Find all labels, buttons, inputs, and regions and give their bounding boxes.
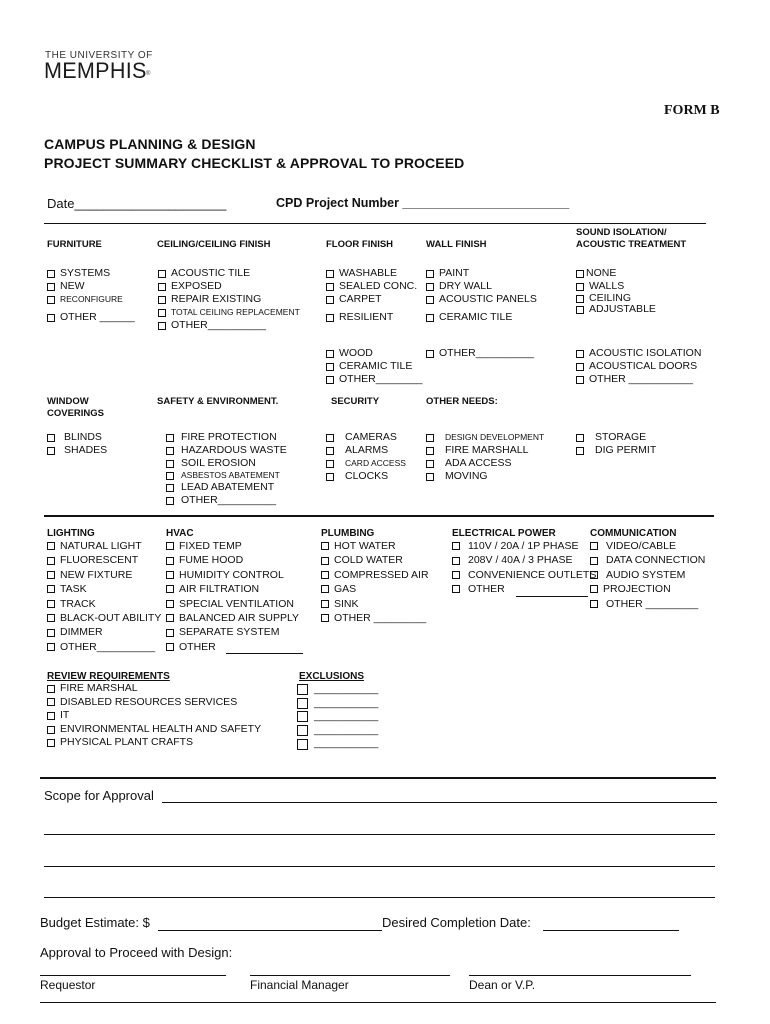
checkbox[interactable] xyxy=(47,643,55,651)
checkbox-item[interactable]: OTHER__________ xyxy=(166,494,287,507)
header-electrical: ELECTRICAL POWER xyxy=(452,528,556,539)
checkbox-item[interactable]: FIRE MARSHAL xyxy=(47,682,261,696)
review-options xyxy=(47,682,261,750)
checkbox-item[interactable]: ALARMS xyxy=(326,444,406,457)
checkbox-item[interactable]: GAS xyxy=(321,582,429,596)
form-subtitle: PROJECT SUMMARY CHECKLIST & APPROVAL TO PROCEED xyxy=(44,155,465,171)
checkbox-item[interactable]: OTHER ___________ xyxy=(576,373,701,386)
checkbox[interactable] xyxy=(576,434,584,442)
checkbox-item[interactable]: CERAMIC TILE xyxy=(426,311,537,324)
checkbox[interactable] xyxy=(297,684,308,695)
checkbox[interactable] xyxy=(47,434,55,442)
header-ceiling: CEILING/CEILING FINISH xyxy=(157,239,271,250)
checkbox[interactable] xyxy=(47,296,55,304)
checkbox[interactable] xyxy=(158,296,166,304)
checkbox-item[interactable]: WALLS xyxy=(576,280,656,293)
header-other-needs: OTHER NEEDS: xyxy=(426,396,498,407)
exclusion-item[interactable]: ___________ xyxy=(297,737,378,751)
checkbox-item[interactable]: TRACK xyxy=(47,597,161,611)
logo-memphis-text: MEMPHIS xyxy=(44,58,147,83)
checkbox[interactable] xyxy=(166,472,174,480)
checkbox-item[interactable]: CARD ACCESS xyxy=(326,457,406,470)
checkbox[interactable] xyxy=(326,283,334,291)
checkbox-item[interactable]: ADJUSTABLE xyxy=(576,304,656,315)
checkbox[interactable] xyxy=(576,295,584,303)
checkbox-item[interactable]: CEILING xyxy=(576,293,656,304)
checkbox[interactable] xyxy=(576,363,584,371)
header-floor: FLOOR FINISH xyxy=(326,239,394,250)
checkbox[interactable] xyxy=(426,460,434,468)
header-safety: SAFETY & ENVIRONMENT. xyxy=(157,396,279,407)
checkbox[interactable] xyxy=(326,434,334,442)
other-needs-options xyxy=(426,431,544,483)
checkbox-item[interactable]: REPAIR EXISTING xyxy=(158,293,300,306)
checkbox[interactable] xyxy=(166,557,174,565)
header-lighting: LIGHTING xyxy=(47,528,95,539)
checkbox-item[interactable]: HOT WATER xyxy=(321,539,429,553)
checkbox[interactable] xyxy=(158,309,166,317)
checkbox-item[interactable]: RESILIENT xyxy=(326,311,417,324)
checkbox-item[interactable]: CLOCKS xyxy=(326,470,406,483)
checkbox[interactable] xyxy=(158,283,166,291)
header-communication: COMMUNICATION xyxy=(590,528,677,539)
checkbox[interactable] xyxy=(426,270,434,278)
checkbox[interactable] xyxy=(326,460,334,468)
checkbox-item[interactable]: IT xyxy=(47,709,261,723)
checkbox[interactable] xyxy=(326,473,334,481)
checkbox-item[interactable]: ADA ACCESS xyxy=(426,457,544,470)
header-sound-isolation: SOUND ISOLATION/ xyxy=(576,227,667,238)
floor-options xyxy=(326,267,417,324)
checkbox[interactable] xyxy=(590,600,598,608)
checkbox[interactable] xyxy=(297,739,308,750)
checkbox[interactable] xyxy=(166,585,174,593)
header-security: SECURITY xyxy=(331,396,380,407)
divider xyxy=(44,223,706,224)
checkbox-item[interactable]: DRY WALL xyxy=(426,280,537,293)
checkbox-item[interactable]: AIR FILTRATION xyxy=(166,582,299,596)
checkbox[interactable] xyxy=(576,350,584,358)
checkbox-item[interactable]: HAZARDOUS WASTE xyxy=(166,444,287,457)
checkbox-item[interactable]: PAINT xyxy=(426,267,537,280)
electrical-options xyxy=(452,539,596,597)
checkbox-item[interactable]: SOIL EROSION xyxy=(166,457,287,470)
checkbox[interactable] xyxy=(590,542,598,550)
approval-label: Approval to Proceed with Design: xyxy=(40,945,233,960)
checkbox-item[interactable]: ACOUSTIC PANELS xyxy=(426,293,537,306)
checkbox[interactable] xyxy=(166,447,174,455)
hvac-options xyxy=(166,539,299,654)
checkbox-item[interactable]: WOOD xyxy=(326,347,422,360)
checkbox[interactable] xyxy=(47,314,55,322)
checkbox[interactable] xyxy=(47,726,55,734)
checkbox-item[interactable]: EXPOSED xyxy=(158,280,300,293)
divider xyxy=(40,777,716,779)
window-options xyxy=(47,431,107,457)
checkbox[interactable] xyxy=(47,270,55,278)
checkbox-item[interactable]: CAMERAS xyxy=(326,431,406,444)
scope-label: Scope for Approval xyxy=(44,788,154,803)
checkbox-item[interactable]: PROJECTION xyxy=(590,582,705,596)
checkbox[interactable] xyxy=(166,434,174,442)
checkbox[interactable] xyxy=(426,314,434,322)
checkbox[interactable] xyxy=(321,557,329,565)
header-hvac: HVAC xyxy=(166,528,194,539)
other-needs-options-more xyxy=(576,431,656,457)
dean-label: Dean or V.P. xyxy=(469,978,536,992)
divider xyxy=(44,515,714,517)
checkbox-item[interactable]: ASBESTOS ABATEMENT xyxy=(166,470,287,481)
checkbox-item[interactable]: NONE xyxy=(576,267,656,280)
logo-university-text: THE UNIVERSITY OF xyxy=(45,50,153,61)
header-acoustic-treatment: ACOUSTIC TREATMENT xyxy=(576,239,687,250)
checkbox-item[interactable]: OTHER__________ xyxy=(426,347,534,360)
checkbox[interactable] xyxy=(326,376,334,384)
checkbox-item[interactable]: STORAGE xyxy=(576,431,656,444)
checkbox[interactable] xyxy=(426,473,434,481)
form-title: CAMPUS PLANNING & DESIGN xyxy=(44,136,256,152)
checkbox[interactable] xyxy=(321,600,329,608)
date-field[interactable]: _____________________ xyxy=(74,196,227,211)
checkbox-item[interactable]: OTHER__________ xyxy=(158,319,300,332)
checkbox-item[interactable]: FIRE PROTECTION xyxy=(166,431,287,444)
checkbox-item[interactable]: BLACK-OUT ABILITY xyxy=(47,611,161,625)
checkbox[interactable] xyxy=(47,571,55,579)
checkbox[interactable] xyxy=(166,571,174,579)
checkbox[interactable] xyxy=(326,363,334,371)
checkbox[interactable] xyxy=(426,283,434,291)
dean-signature-line[interactable] xyxy=(469,975,691,976)
form-id: FORM B xyxy=(664,103,720,118)
checkbox[interactable] xyxy=(47,600,55,608)
checkbox[interactable] xyxy=(426,434,434,442)
checkbox-item[interactable]: ENVIRONMENTAL HEALTH AND SAFETY xyxy=(47,723,261,737)
header-wall: WALL FINISH xyxy=(426,239,487,250)
header-coverings: COVERINGS xyxy=(47,408,105,419)
checkbox-item[interactable]: COMPRESSED AIR xyxy=(321,568,429,582)
checkbox-item[interactable]: ACOUSTIC ISOLATION xyxy=(576,347,701,360)
checkbox-item[interactable]: HUMIDITY CONTROL xyxy=(166,568,299,582)
checkbox-item[interactable]: RECONFIGURE xyxy=(47,293,135,306)
wall-options-more xyxy=(426,347,534,360)
checkbox[interactable] xyxy=(326,350,334,358)
checkbox-item[interactable]: BLINDS xyxy=(47,431,107,444)
checkbox-item[interactable]: BALANCED AIR SUPPLY xyxy=(166,611,299,625)
sound-options-more xyxy=(576,347,701,386)
electrical-other-line[interactable] xyxy=(516,596,588,597)
checkbox-item[interactable]: PHYSICAL PLANT CRAFTS xyxy=(47,736,261,750)
checkbox-item[interactable]: AUDIO SYSTEM xyxy=(590,568,705,582)
scope-line[interactable] xyxy=(44,897,715,898)
checkbox[interactable] xyxy=(158,270,166,278)
checkbox[interactable] xyxy=(47,283,55,291)
checkbox-item[interactable]: NEW FIXTURE xyxy=(47,568,161,582)
checkbox-item[interactable]: VIDEO/CABLE xyxy=(590,539,705,553)
checkbox[interactable] xyxy=(426,350,434,358)
hvac-other-line[interactable] xyxy=(226,653,303,654)
checkbox[interactable] xyxy=(47,614,55,622)
checkbox-item[interactable]: TOTAL CEILING REPLACEMENT xyxy=(158,306,300,319)
checkbox[interactable] xyxy=(47,542,55,550)
checkbox[interactable] xyxy=(47,739,55,747)
exclusion-item[interactable]: ___________ xyxy=(297,683,378,697)
checkbox[interactable] xyxy=(166,497,174,505)
checkbox-item[interactable]: DESIGN DEVELOPMENT xyxy=(426,431,544,444)
plumbing-options xyxy=(321,539,429,625)
checkbox-item[interactable]: OTHER xyxy=(166,640,299,654)
checkbox[interactable] xyxy=(297,698,308,709)
date-label: Date_____________________ xyxy=(47,196,227,211)
checkbox[interactable] xyxy=(452,571,460,579)
header-exclusions: EXCLUSIONS xyxy=(299,671,365,682)
checkbox-item[interactable]: LEAD ABATEMENT xyxy=(166,481,287,494)
requestor-signature-line[interactable] xyxy=(40,975,226,976)
header-review-requirements: REVIEW REQUIREMENTS xyxy=(47,671,170,682)
checkbox[interactable] xyxy=(326,270,334,278)
checkbox-item[interactable]: ACOUSTIC TILE xyxy=(158,267,300,280)
checkbox-item[interactable]: TASK xyxy=(47,582,161,596)
checkbox-item[interactable]: CARPET xyxy=(326,293,417,306)
checkbox-item[interactable]: ACOUSTICAL DOORS xyxy=(576,360,701,373)
checkbox[interactable] xyxy=(166,614,174,622)
checkbox[interactable] xyxy=(166,484,174,492)
checkbox-item[interactable]: SEPARATE SYSTEM xyxy=(166,625,299,639)
header-plumbing: PLUMBING xyxy=(321,528,375,539)
furniture-options xyxy=(47,267,135,324)
checkbox-item[interactable]: DIMMER xyxy=(47,625,161,639)
header-furniture: FURNITURE xyxy=(47,239,102,250)
checkbox-item[interactable]: CERAMIC TILE xyxy=(326,360,422,373)
checkbox-item[interactable]: OTHER__________ xyxy=(47,640,161,654)
checkbox[interactable] xyxy=(576,306,584,314)
checkbox[interactable] xyxy=(576,376,584,384)
scope-line[interactable] xyxy=(44,866,715,867)
lighting-options xyxy=(47,539,161,654)
checkbox[interactable] xyxy=(166,542,174,550)
budget-label: Budget Estimate: $ xyxy=(40,915,150,930)
checkbox[interactable] xyxy=(166,600,174,608)
checkbox-item[interactable]: FIXED TEMP xyxy=(166,539,299,553)
checkbox[interactable] xyxy=(297,725,308,736)
cpd-project-number-field[interactable]: CPD Project Number ________________________ xyxy=(276,196,570,210)
checkbox-item[interactable]: SINK xyxy=(321,597,429,611)
checkbox-item[interactable]: OTHER ______ xyxy=(47,311,135,324)
checkbox-item[interactable]: COLD WATER xyxy=(321,553,429,567)
checkbox[interactable] xyxy=(47,685,55,693)
checkbox-item[interactable]: CONVENIENCE OUTLETS xyxy=(452,568,596,582)
logo-registered-mark: ® xyxy=(146,71,151,77)
checkbox-item[interactable]: 208V / 40A / 3 PHASE xyxy=(452,553,596,567)
checkbox[interactable] xyxy=(166,629,174,637)
checkbox[interactable] xyxy=(297,711,308,722)
checkbox-item[interactable]: FIRE MARSHALL xyxy=(426,444,544,457)
scope-line[interactable] xyxy=(44,834,715,835)
checkbox[interactable] xyxy=(47,585,55,593)
header-window: WINDOW xyxy=(47,396,89,407)
completion-date-field[interactable] xyxy=(543,930,679,931)
checkbox[interactable] xyxy=(321,571,329,579)
wall-options xyxy=(426,267,537,324)
exclusions-list xyxy=(297,683,378,751)
exclusion-item[interactable]: ___________ xyxy=(297,697,378,711)
checkbox[interactable] xyxy=(576,447,584,455)
checkbox-item[interactable]: DISABLED RESOURCES SERVICES xyxy=(47,696,261,710)
checkbox[interactable] xyxy=(576,270,584,278)
checkbox-item[interactable]: NEW xyxy=(47,280,135,293)
checkbox[interactable] xyxy=(321,585,329,593)
checkbox-item[interactable]: NATURAL LIGHT xyxy=(47,539,161,553)
floor-options-more xyxy=(326,347,422,386)
checkbox-item[interactable]: FLUORESCENT xyxy=(47,553,161,567)
checkbox[interactable] xyxy=(326,296,334,304)
checkbox-item[interactable]: 110V / 20A / 1P PHASE xyxy=(452,539,596,553)
checkbox-item[interactable]: SPECIAL VENTILATION xyxy=(166,597,299,611)
checkbox[interactable] xyxy=(326,447,334,455)
checkbox[interactable] xyxy=(166,460,174,468)
scope-line[interactable] xyxy=(162,802,717,803)
checkbox-item[interactable]: OTHER _________ xyxy=(321,611,429,625)
safety-options xyxy=(166,431,287,507)
checkbox[interactable] xyxy=(47,557,55,565)
checkbox-item[interactable]: SYSTEMS xyxy=(47,267,135,280)
checkbox-item[interactable]: SEALED CONC. xyxy=(326,280,417,293)
checkbox-item[interactable]: FUME HOOD xyxy=(166,553,299,567)
checkbox[interactable] xyxy=(321,542,329,550)
exclusion-item[interactable]: ___________ xyxy=(297,724,378,738)
completion-label: Desired Completion Date: xyxy=(382,915,531,930)
checkbox[interactable] xyxy=(166,643,174,651)
financial-manager-signature-line[interactable] xyxy=(250,975,450,976)
communication-options xyxy=(590,539,705,611)
checkbox[interactable] xyxy=(590,571,598,579)
checkbox-item[interactable]: SHADES xyxy=(47,444,107,457)
checkbox[interactable] xyxy=(576,283,584,291)
checkbox[interactable] xyxy=(47,447,55,455)
checkbox[interactable] xyxy=(452,585,460,593)
checkbox[interactable] xyxy=(426,296,434,304)
checkbox[interactable] xyxy=(452,557,460,565)
security-options xyxy=(326,431,406,483)
checkbox-item[interactable]: DIG PERMIT xyxy=(576,444,656,457)
checkbox[interactable] xyxy=(321,614,329,622)
checkbox[interactable] xyxy=(590,585,598,593)
checkbox[interactable] xyxy=(590,557,598,565)
checkbox-item[interactable]: OTHER _________ xyxy=(590,597,705,611)
checkbox-item[interactable]: WASHABLE xyxy=(326,267,417,280)
bottom-divider xyxy=(40,1002,716,1003)
exclusion-item[interactable]: ___________ xyxy=(297,710,378,724)
checkbox[interactable] xyxy=(47,712,55,720)
checkbox-item[interactable]: OTHER________ xyxy=(326,373,422,386)
checkbox[interactable] xyxy=(158,322,166,330)
checkbox[interactable] xyxy=(47,629,55,637)
budget-field[interactable] xyxy=(158,930,382,931)
checkbox-item[interactable]: MOVING xyxy=(426,470,544,483)
checkbox[interactable] xyxy=(47,698,55,706)
requestor-label: Requestor xyxy=(40,978,96,992)
financial-manager-label: Financial Manager xyxy=(250,978,349,992)
checkbox[interactable] xyxy=(452,542,460,550)
sound-options xyxy=(576,267,656,315)
checkbox[interactable] xyxy=(426,447,434,455)
ceiling-options xyxy=(158,267,300,332)
checkbox-item[interactable]: DATA CONNECTION xyxy=(590,553,705,567)
checkbox[interactable] xyxy=(326,314,334,322)
checkbox-item[interactable]: OTHER xyxy=(452,582,596,596)
